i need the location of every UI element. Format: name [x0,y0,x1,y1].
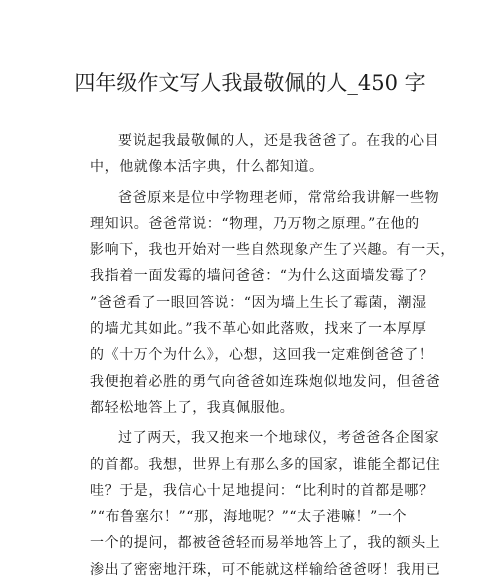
text-line: 渗出了密密地汗珠，可不能就这样输给爸爸呀！我用已 [90,561,441,578]
text-line: 影响下，我也开始对一些自然现象产生了兴趣。有一天， [90,242,455,259]
text-line: 我指着一面发霉的墙问爸爸：“为什么这面墙发霉了？ [90,268,434,285]
document-body [90,128,455,583]
text-line: 都轻松地答上了，我真佩服他。 [90,399,295,416]
text-line: 中，他就像本活字典，什么都知道。 [90,159,324,176]
text-line: ”“布鲁塞尔！”“那，海地呢？”“太子港嘛！”一个 [90,509,408,526]
text-line: 的墙尤其如此。”我不革心如此落败，找来了一本厚厚 [90,321,427,338]
text-line: 一个的提问，都被爸爸轻而易举地答上了，我的额头上 [90,535,441,552]
text-line: 爸爸原来是位中学物理老师，常常给我讲解一些物 [118,189,440,206]
text-line: 过了两天，我又抱来一个地球仪，考爸爸各企图家 [118,430,440,447]
text-line: 的首都。我想，世界上有那么多的国家，谁能全都记住 [90,456,441,473]
text-line: 的《十万个为什么》，心想，这回我一定难倒爸爸了！ [90,347,434,364]
text-line: 理知识。爸爸常说：“物理，乃万物之原理。”在他的 [90,215,420,232]
text-line: 要说起我最敬佩的人，还是我爸爸了。在我的心目 [118,133,440,149]
text-line: 我便抱着必胜的勇气向爸爸如连珠炮似地发问，但爸爸 [90,373,441,390]
text-line: ”爸爸看了一眼回答说：“因为墙上生长了霉菌，潮湿 [90,294,427,311]
text-line: 哇？于是，我信心十足地提问：“比利时的首都是哪？ [90,482,434,499]
document-title: 四年级作文写人我最敬佩的人_450 字 [74,71,426,95]
